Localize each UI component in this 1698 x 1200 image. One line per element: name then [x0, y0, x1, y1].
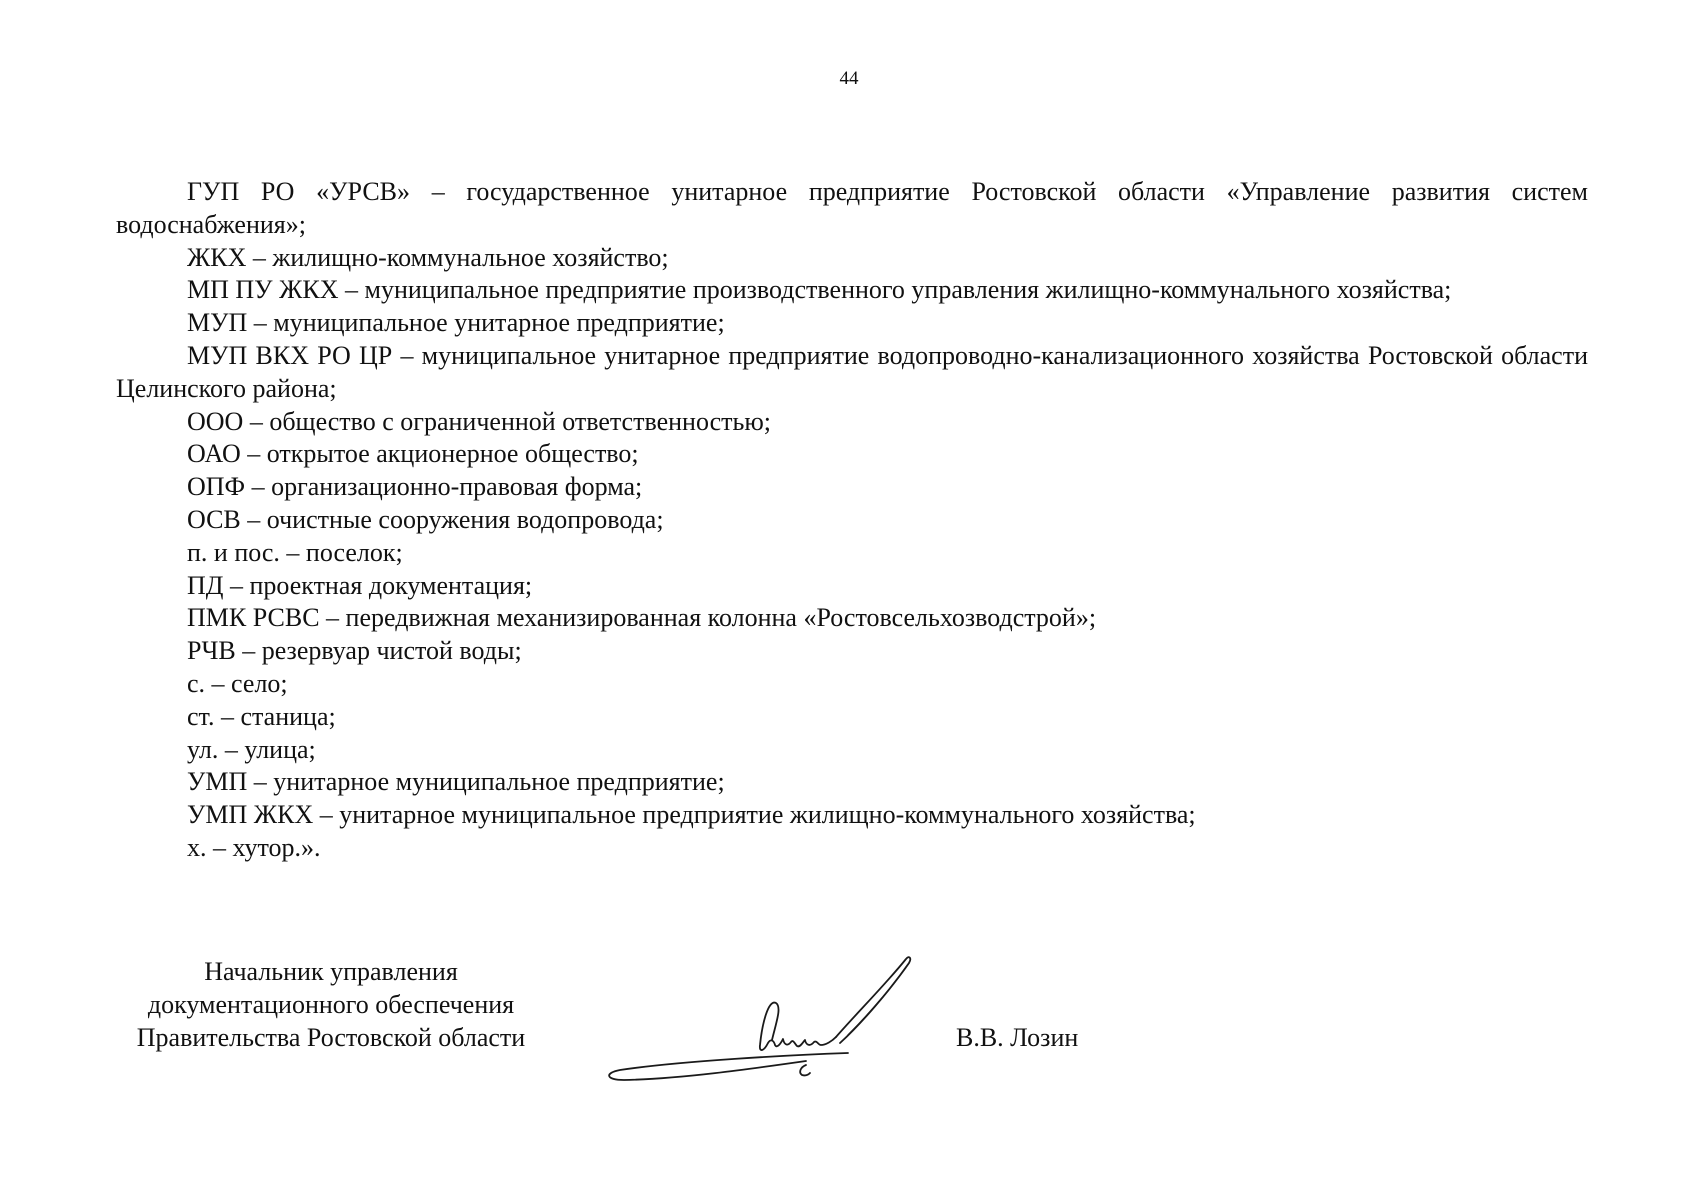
abbreviation-entry: п. и пос. – поселок;: [187, 537, 403, 567]
signature-stroke: [760, 1003, 836, 1051]
abbreviation-entry: с. – село;: [187, 668, 288, 698]
signature-strokes: [609, 957, 910, 1080]
signatory-title-line: Правительства Ростовской области: [136, 1023, 526, 1052]
abbreviation-entry: ПД – проектная документация;: [187, 570, 533, 600]
signatory-title: [116, 955, 546, 1054]
abbreviation-entry: х. – хутор.».: [187, 832, 321, 862]
abbreviation-entry: ул. – улица;: [187, 734, 316, 764]
signature-stroke: [848, 963, 909, 1035]
abbreviation-list: [116, 176, 1588, 865]
abbreviation-entry: МУП ВКХ РО ЦР – муниципальное унитарное предприятие водопроводно-канализационного хозяйства Ростовской области Целинского района;: [116, 340, 1588, 403]
signature-stroke: [800, 1065, 810, 1075]
abbreviation-entry: ОАО – открытое акционерное общество;: [187, 439, 639, 469]
signer-name: В.В. Лозин: [956, 1023, 1079, 1052]
signatory-title-line: документационного обеспечения: [147, 990, 515, 1019]
abbreviation-entry: ООО – общество с ограниченной ответственностью;: [187, 406, 772, 436]
abbreviation-entry: ст. – станица;: [187, 701, 336, 731]
signatory-title-line: Начальник управления: [204, 957, 458, 986]
abbreviation-entry: РЧВ – резервуар чистой воды;: [187, 636, 522, 666]
abbreviation-entry: ГУП РО «УРСВ» – государственное унитарное предприятие Ростовской области «Управление развития систем водоснабжения»;: [116, 177, 1588, 239]
abbreviation-entry: ОПФ – организационно-правовая форма;: [187, 472, 643, 502]
abbreviation-entry: УМП – унитарное муниципальное предприятие;: [187, 767, 725, 797]
signature-stroke: [836, 957, 910, 1043]
abbreviation-entry: УМП ЖКХ – унитарное муниципальное предприятие жилищно-коммунального хозяйства;: [187, 800, 1196, 830]
abbreviation-entry: ОСВ – очистные сооружения водопровода;: [187, 504, 664, 534]
abbreviation-entry: ПМК РСВС – передвижная механизированная колонна «Ростовсельхозводстрой»;: [187, 603, 1097, 633]
page-number: 44: [839, 68, 859, 89]
handwritten-signature: [600, 945, 930, 1090]
abbreviation-entry: МП ПУ ЖКХ – муниципальное предприятие производственного управления жилищно-коммунального хозяйства;: [187, 275, 1452, 305]
abbreviation-entry: ЖКХ – жилищно-коммунальное хозяйство;: [187, 242, 669, 272]
abbreviation-entry: МУП – муниципальное унитарное предприятие;: [187, 308, 725, 338]
signature-stroke: [609, 1053, 848, 1080]
